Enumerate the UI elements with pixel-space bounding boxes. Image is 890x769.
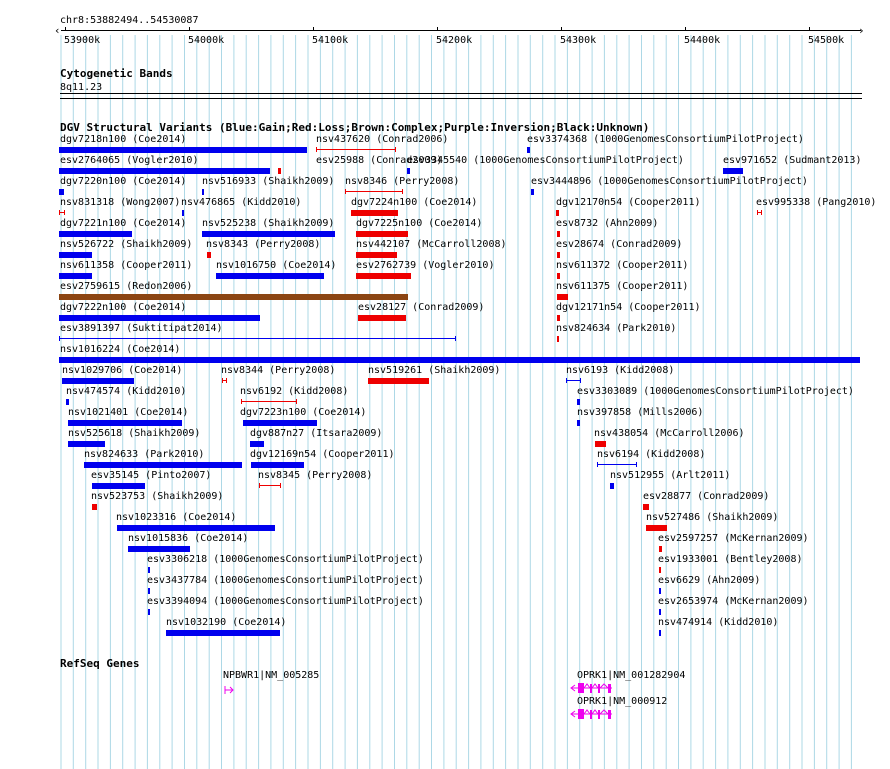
ruler-right-arrow[interactable]: › (858, 24, 865, 37)
ruler-tick (313, 27, 314, 31)
dgv-feature-label[interactable]: nsv1015836 (Coe2014) (128, 533, 249, 544)
dgv-feature-label[interactable]: esv1933001 (Bentley2008) (658, 554, 803, 565)
dgv-feature-end (455, 336, 456, 341)
dgv-feature-label[interactable]: nsv611358 (Cooper2011) (60, 260, 193, 271)
dgv-feature-label[interactable]: nsv1029706 (Coe2014) (62, 365, 183, 376)
dgv-feature-bar[interactable] (356, 231, 408, 237)
dgv-feature-marker[interactable] (59, 210, 65, 215)
refseq-track-title: RefSeq Genes (60, 657, 140, 670)
dgv-feature-end (597, 462, 598, 467)
dgv-feature-end (402, 189, 403, 194)
dgv-feature-label[interactable]: esv3345540 (1000GenomesConsortiumPilotProject) (407, 155, 684, 166)
region-label: chr8:53882494..54530087 (60, 15, 199, 26)
dgv-feature-label[interactable]: dgv7220n100 (Coe2014) (60, 176, 187, 187)
dgv-feature-label[interactable]: dgv887n27 (Itsara2009) (250, 428, 383, 439)
dgv-feature-bar[interactable] (351, 210, 398, 216)
ruler-left-arrow[interactable]: ‹ (54, 24, 61, 37)
dgv-feature-bar[interactable] (207, 252, 211, 258)
dgv-feature-label[interactable]: esv25988 (Conrad2009) (316, 155, 443, 166)
dgv-feature-bar[interactable] (250, 441, 264, 447)
dgv-feature-label[interactable]: esv2597257 (McKernan2009) (658, 533, 809, 544)
dgv-feature-label[interactable]: nsv6192 (Kidd2008) (240, 386, 349, 397)
dgv-feature-label[interactable]: esv2759615 (Redon2006) (60, 281, 193, 292)
dgv-feature-bar[interactable] (243, 420, 317, 426)
dgv-feature-end (59, 336, 60, 341)
dgv-feature-label[interactable]: nsv437620 (Conrad2006) (316, 134, 449, 145)
dgv-feature-label[interactable]: esv35145 (Pinto2007) (91, 470, 212, 481)
dgv-feature-bar[interactable] (148, 609, 150, 615)
dgv-feature-label[interactable]: dgv7218n100 (Coe2014) (60, 134, 187, 145)
dgv-feature-span[interactable] (597, 464, 637, 465)
dgv-feature-label[interactable]: esv6629 (Ahn2009) (658, 575, 761, 586)
cytoband-label: 8q11.23 (60, 82, 103, 93)
dgv-feature-bar[interactable] (148, 567, 150, 573)
dgv-feature-end (395, 147, 396, 152)
dgv-feature-bar[interactable] (59, 231, 132, 237)
dgv-feature-marker[interactable] (222, 378, 227, 383)
dgv-feature-label[interactable]: nsv525618 (Shaikh2009) (68, 428, 201, 439)
dgv-feature-bar[interactable] (59, 294, 408, 300)
dgv-feature-bar[interactable] (59, 252, 92, 258)
gene-label[interactable]: OPRK1|NM_001282904 (577, 670, 686, 681)
dgv-feature-span[interactable] (259, 485, 281, 486)
dgv-feature-label[interactable]: esv28674 (Conrad2009) (556, 239, 683, 250)
ruler-tick-label: 54200k (436, 35, 473, 46)
dgv-feature-bar[interactable] (128, 546, 190, 552)
gene-label[interactable]: NPBWR1|NM_005285 (223, 670, 320, 681)
dgv-feature-label[interactable]: dgv7224n100 (Coe2014) (351, 197, 478, 208)
ruler-tick-label: 53900k (64, 35, 101, 46)
dgv-feature-label[interactable]: nsv525238 (Shaikh2009) (202, 218, 335, 229)
gene-label[interactable]: OPRK1|NM_000912 (577, 696, 668, 707)
dgv-feature-bar[interactable] (59, 357, 860, 363)
dgv-feature-bar[interactable] (202, 189, 204, 195)
ruler-tick-label: 54000k (188, 35, 225, 46)
dgv-feature-bar[interactable] (84, 462, 242, 468)
dgv-feature-label[interactable]: dgv7223n100 (Coe2014) (240, 407, 367, 418)
dgv-feature-label[interactable]: nsv824634 (Park2010) (556, 323, 677, 334)
dgv-feature-label[interactable]: nsv8345 (Perry2008) (258, 470, 373, 481)
dgv-feature-bar[interactable] (278, 168, 281, 174)
dgv-feature-bar[interactable] (557, 315, 560, 321)
dgv-feature-bar[interactable] (68, 420, 182, 426)
ruler-tick-label: 54100k (312, 35, 349, 46)
dgv-feature-label[interactable]: nsv526722 (Shaikh2009) (60, 239, 193, 250)
ruler-tick (685, 27, 686, 31)
dgv-feature-label[interactable]: esv28877 (Conrad2009) (643, 491, 770, 502)
dgv-feature-bar[interactable] (182, 210, 184, 216)
dgv-feature-span[interactable] (316, 149, 396, 150)
dgv-feature-marker-mid (60, 212, 64, 213)
dgv-feature-bar[interactable] (659, 567, 661, 573)
dgv-feature-label[interactable]: nsv438054 (McCarroll2006) (594, 428, 745, 439)
dgv-feature-bar[interactable] (577, 399, 580, 405)
dgv-feature-label[interactable]: nsv474914 (Kidd2010) (658, 617, 779, 628)
dgv-feature-bar[interactable] (251, 462, 304, 468)
dgv-feature-label[interactable]: nsv6193 (Kidd2008) (566, 365, 675, 376)
dgv-feature-end (280, 483, 281, 488)
dgv-feature-label[interactable]: esv28127 (Conrad2009) (358, 302, 485, 313)
ruler-axis (61, 30, 861, 31)
dgv-feature-label[interactable]: dgv12170n54 (Cooper2011) (556, 197, 701, 208)
dgv-feature-span[interactable] (241, 401, 297, 402)
dgv-feature-label[interactable]: dgv7222n100 (Coe2014) (60, 302, 187, 313)
dgv-feature-label[interactable]: nsv611375 (Cooper2011) (556, 281, 689, 292)
dgv-feature-bar[interactable] (59, 189, 64, 195)
dgv-feature-label[interactable]: nsv8343 (Perry2008) (206, 239, 321, 250)
dgv-feature-label[interactable]: esv995338 (Pang2010) (756, 197, 877, 208)
dgv-feature-label[interactable]: nsv6194 (Kidd2008) (597, 449, 706, 460)
dgv-feature-marker-mid (758, 212, 761, 213)
dgv-feature-label[interactable]: nsv611372 (Cooper2011) (556, 260, 689, 271)
dgv-feature-label[interactable]: nsv474574 (Kidd2010) (66, 386, 187, 397)
dgv-feature-bar[interactable] (356, 252, 397, 258)
dgv-feature-label[interactable]: esv3437784 (1000GenomesConsortiumPilotProject) (147, 575, 424, 586)
dgv-feature-end (566, 378, 567, 383)
dgv-feature-label[interactable]: nsv831318 (Wong2007) (60, 197, 181, 208)
dgv-feature-bar[interactable] (92, 483, 145, 489)
dgv-feature-end (316, 147, 317, 152)
dgv-feature-label[interactable]: nsv397858 (Mills2006) (577, 407, 704, 418)
dgv-feature-label[interactable]: nsv8344 (Perry2008) (221, 365, 336, 376)
dgv-feature-end (241, 399, 242, 404)
ruler-tick (189, 27, 190, 31)
dgv-feature-bar[interactable] (202, 231, 335, 237)
dgv-feature-label[interactable]: esv3444896 (1000GenomesConsortiumPilotProject) (531, 176, 808, 187)
dgv-feature-bar[interactable] (407, 168, 410, 174)
dgv-feature-marker[interactable] (757, 210, 762, 215)
ruler-tick-label: 54400k (684, 35, 721, 46)
dgv-feature-bar[interactable] (527, 147, 530, 153)
dgv-feature-label[interactable]: dgv7225n100 (Coe2014) (356, 218, 483, 229)
cytoband-line-top (60, 93, 862, 94)
dgv-feature-bar[interactable] (531, 189, 534, 195)
dgv-feature-bar[interactable] (646, 525, 667, 531)
dgv-feature-bar[interactable] (59, 273, 92, 279)
dgv-feature-bar[interactable] (595, 441, 606, 447)
dgv-feature-end (296, 399, 297, 404)
ruler-tick-label: 54300k (560, 35, 597, 46)
dgv-feature-bar[interactable] (659, 588, 661, 594)
dgv-feature-bar[interactable] (92, 504, 97, 510)
dgv-feature-span[interactable] (345, 191, 403, 192)
dgv-feature-label[interactable]: nsv824633 (Park2010) (84, 449, 205, 460)
dgv-feature-bar[interactable] (610, 483, 614, 489)
dgv-feature-bar[interactable] (643, 504, 649, 510)
dgv-feature-bar[interactable] (723, 168, 743, 174)
dgv-feature-bar[interactable] (368, 378, 429, 384)
dgv-feature-bar[interactable] (166, 630, 280, 636)
dgv-feature-label[interactable]: dgv12169n54 (Cooper2011) (250, 449, 395, 460)
dgv-feature-end (259, 483, 260, 488)
dgv-feature-label[interactable]: dgv7221n100 (Coe2014) (60, 218, 187, 229)
dgv-feature-label[interactable]: esv971652 (Sudmant2013) (723, 155, 862, 166)
dgv-feature-end (345, 189, 346, 194)
dgv-feature-label[interactable]: esv3306218 (1000GenomesConsortiumPilotProject) (147, 554, 424, 565)
dgv-feature-bar[interactable] (577, 420, 580, 426)
dgv-feature-marker-mid (223, 380, 226, 381)
dgv-feature-end (636, 462, 637, 467)
dgv-feature-label[interactable]: nsv1032190 (Coe2014) (166, 617, 287, 628)
dgv-feature-span[interactable] (566, 380, 581, 381)
ruler-tick (65, 27, 66, 31)
gene-model[interactable] (570, 709, 614, 721)
dgv-feature-bar[interactable] (557, 336, 559, 342)
dgv-feature-bar[interactable] (356, 273, 411, 279)
ruler-tick (809, 27, 810, 31)
dgv-feature-bar[interactable] (68, 441, 105, 447)
dgv-feature-label[interactable]: nsv476865 (Kidd2010) (181, 197, 302, 208)
dgv-feature-label[interactable]: nsv8346 (Perry2008) (345, 176, 460, 187)
dgv-feature-bar[interactable] (557, 252, 560, 258)
cytoband-line-bottom (60, 98, 862, 99)
dgv-feature-label[interactable]: esv2764065 (Vogler2010) (60, 155, 199, 166)
dgv-feature-bar[interactable] (358, 315, 406, 321)
dgv-track-title: DGV Structural Variants (Blue:Gain;Red:Loss;Brown:Complex;Purple:Inversion;Black:Unknown) (60, 121, 650, 134)
cytoband-track-title: Cytogenetic Bands (60, 67, 173, 80)
dgv-feature-label[interactable]: esv3374368 (1000GenomesConsortiumPilotProject) (527, 134, 804, 145)
dgv-feature-label[interactable]: nsv1016750 (Coe2014) (216, 260, 337, 271)
dgv-feature-bar[interactable] (66, 399, 69, 405)
ruler-tick-label: 54500k (808, 35, 845, 46)
dgv-feature-label[interactable]: nsv1021401 (Coe2014) (68, 407, 189, 418)
dgv-feature-bar[interactable] (148, 588, 150, 594)
dgv-feature-label[interactable]: nsv442107 (McCarroll2008) (356, 239, 507, 250)
dgv-feature-label[interactable]: nsv1023316 (Coe2014) (116, 512, 237, 523)
dgv-feature-bar[interactable] (59, 147, 307, 153)
gene-model[interactable] (570, 683, 614, 695)
dgv-feature-label[interactable]: esv2653974 (McKernan2009) (658, 596, 809, 607)
dgv-feature-label[interactable]: esv3891397 (Suktitipat2014) (60, 323, 223, 334)
dgv-feature-bar[interactable] (556, 210, 559, 216)
dgv-feature-label[interactable]: esv8732 (Ahn2009) (556, 218, 659, 229)
dgv-feature-bar[interactable] (659, 630, 661, 636)
dgv-feature-label[interactable]: esv2762739 (Vogler2010) (356, 260, 495, 271)
dgv-feature-label[interactable]: dgv12171n54 (Cooper2011) (556, 302, 701, 313)
ruler-tick (561, 27, 562, 31)
dgv-feature-label[interactable]: nsv523753 (Shaikh2009) (91, 491, 224, 502)
dgv-feature-bar[interactable] (59, 315, 260, 321)
dgv-feature-span[interactable] (59, 338, 456, 339)
dgv-feature-bar[interactable] (659, 546, 662, 552)
dgv-feature-label[interactable]: nsv519261 (Shaikh2009) (368, 365, 501, 376)
dgv-feature-label[interactable]: nsv512955 (Arlt2011) (610, 470, 731, 481)
dgv-feature-bar[interactable] (557, 273, 560, 279)
dgv-feature-bar[interactable] (557, 231, 560, 237)
dgv-feature-label[interactable]: nsv527486 (Shaikh2009) (646, 512, 779, 523)
dgv-feature-bar[interactable] (216, 273, 324, 279)
dgv-feature-bar[interactable] (59, 168, 270, 174)
dgv-feature-label[interactable]: esv3303089 (1000GenomesConsortiumPilotProject) (577, 386, 854, 397)
dgv-feature-end (580, 378, 581, 383)
dgv-feature-bar[interactable] (117, 525, 275, 531)
dgv-feature-bar[interactable] (557, 294, 568, 300)
dgv-feature-label[interactable]: esv3394094 (1000GenomesConsortiumPilotProject) (147, 596, 424, 607)
dgv-feature-bar[interactable] (659, 609, 661, 615)
dgv-feature-label[interactable]: nsv1016224 (Coe2014) (60, 344, 181, 355)
ruler-tick (437, 27, 438, 31)
dgv-feature-label[interactable]: nsv516933 (Shaikh2009) (202, 176, 335, 187)
gene-model[interactable] (224, 685, 268, 697)
dgv-feature-bar[interactable] (62, 378, 134, 384)
